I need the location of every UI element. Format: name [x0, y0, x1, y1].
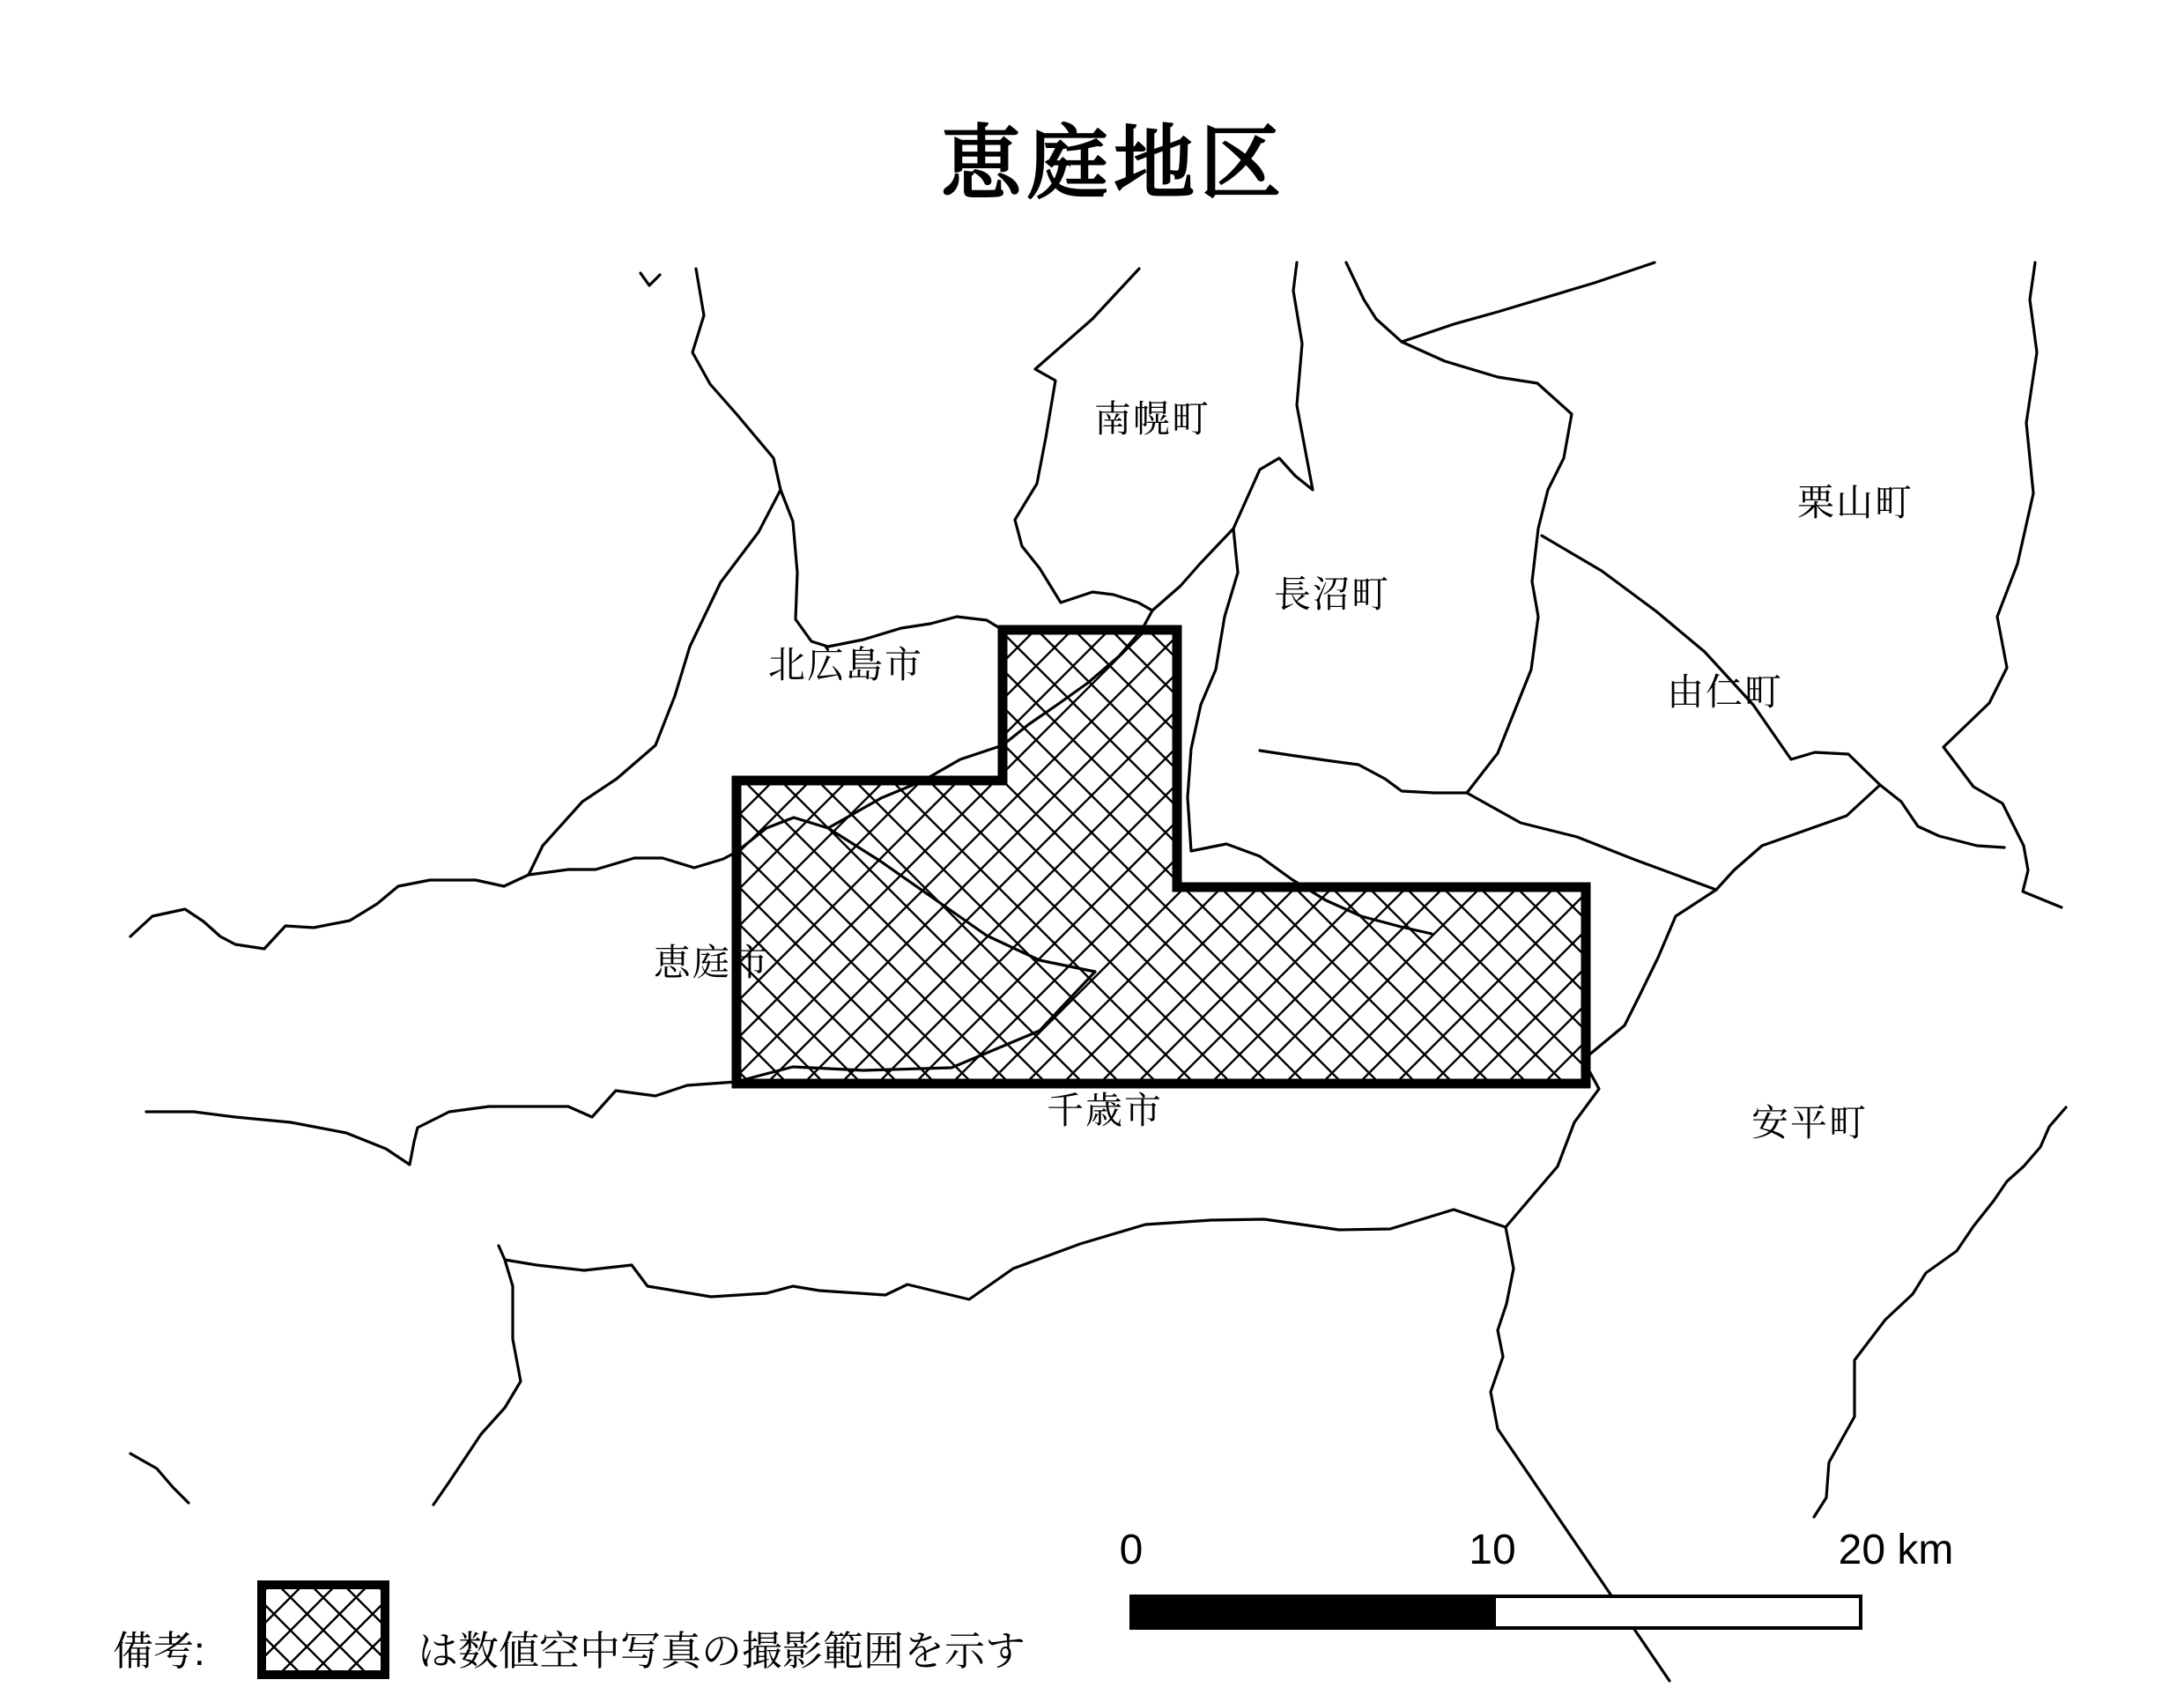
boundary-line — [1402, 342, 1716, 1227]
coverage-swatch-icon — [257, 1580, 389, 1679]
boundary-line — [130, 1454, 189, 1503]
boundary-line — [1716, 785, 1880, 890]
boundary-line — [640, 273, 660, 285]
boundary-line — [1814, 1107, 2066, 1517]
map-label-abira: 安平町 — [1751, 1102, 1869, 1143]
map-label-kuriyama: 栗山町 — [1796, 482, 1914, 523]
scale-tick-0: 0 — [1119, 1527, 1144, 1573]
scale-tick-10: 10 — [1469, 1527, 1516, 1573]
boundary-line — [692, 269, 781, 490]
boundary-line — [1346, 263, 1402, 342]
scale-bar — [1129, 1595, 1862, 1630]
map-label-yuni: 由仁町 — [1666, 671, 1784, 713]
boundary-line — [146, 1082, 737, 1165]
boundary-line — [1402, 263, 1655, 342]
map-label-chitose: 千歳市 — [1046, 1090, 1164, 1131]
map-label-naganuma: 長沼町 — [1273, 574, 1391, 615]
boundary-line — [499, 1210, 1506, 1299]
legend-label: 備考: — [113, 1628, 205, 1674]
legend-text: は数値空中写真の撮影範囲を示す — [418, 1628, 1025, 1674]
scale-tick-20: 20 km — [1838, 1527, 1954, 1573]
map-label-eniwa: 恵庭市 — [653, 942, 771, 983]
boundary-line — [433, 1260, 521, 1505]
map-label-kitahiroshima: 北広島市 — [767, 644, 924, 685]
boundary-line — [1260, 751, 1467, 793]
scale-bar-empty-segment — [1496, 1598, 1859, 1626]
boundary-line — [1152, 529, 1233, 610]
map-label-nanporo: 南幌町 — [1093, 398, 1211, 440]
boundary-line — [130, 875, 529, 949]
boundary-line — [781, 490, 1003, 647]
page-title: 恵庭地区 — [940, 119, 1287, 209]
aerial-photo-coverage-area — [737, 630, 1586, 1084]
scale-bar-filled-segment — [1133, 1598, 1496, 1626]
boundary-line — [1943, 263, 2062, 907]
